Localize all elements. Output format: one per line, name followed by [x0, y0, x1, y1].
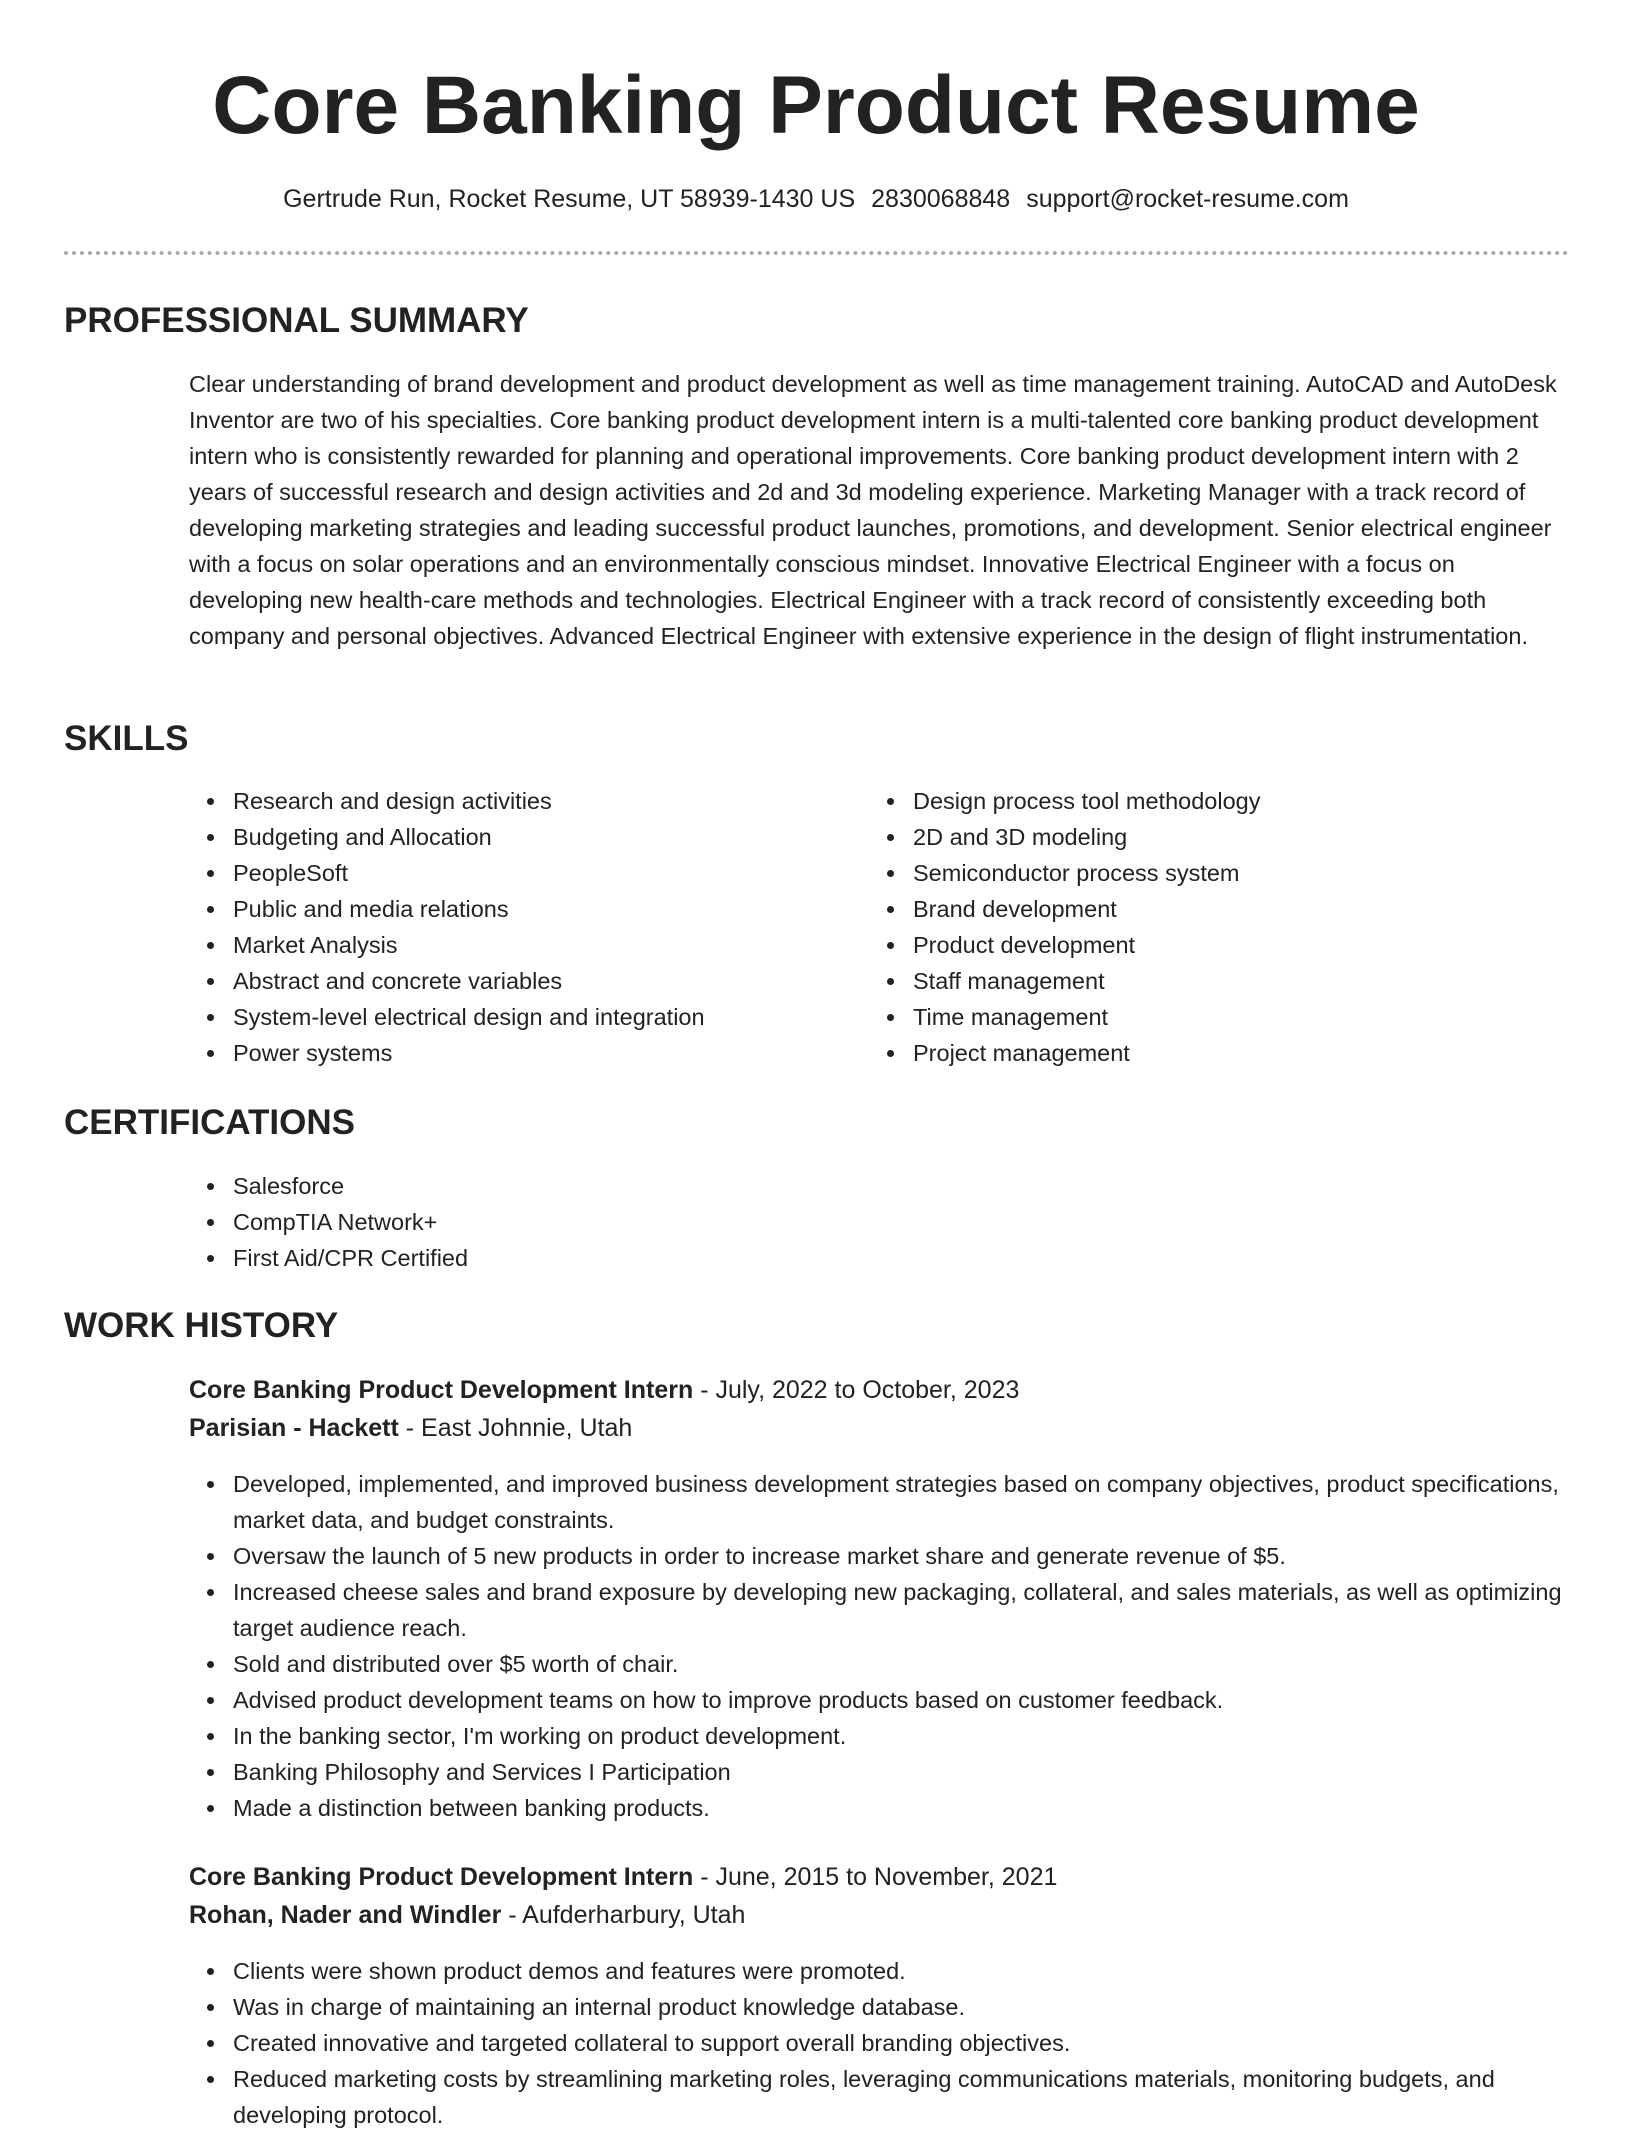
job-company-line — [189, 1409, 1569, 1447]
job-bullets — [189, 1466, 1569, 1826]
skills-list-right — [869, 783, 1569, 1071]
list-item: Power systems — [189, 1035, 829, 1071]
list-item: Product development — [869, 927, 1569, 963]
job-title-line — [189, 1371, 1569, 1409]
certifications-heading: CERTIFICATIONS — [64, 1103, 356, 1142]
list-item: First Aid/CPR Certified — [189, 1240, 468, 1276]
job-bullets — [189, 1953, 1569, 2133]
contact-address: Gertrude Run, Rocket Resume, UT 58939-1430 US — [283, 185, 856, 213]
job-location: - Aufderharbury, Utah — [501, 1901, 746, 1929]
list-item: Created innovative and targeted collateral to support overall branding objectives. — [189, 2025, 1569, 2061]
list-item: Design process tool methodology — [869, 783, 1569, 819]
job-title: Core Banking Product Development Intern — [189, 1863, 694, 1891]
job-location: - East Johnnie, Utah — [398, 1414, 633, 1442]
list-item: Reduced marketing costs by streamlining marketing roles, leveraging communications materials, monitoring budgets, and developing protocol. — [189, 2061, 1569, 2133]
list-item: Clients were shown product demos and features were promoted. — [189, 1953, 1569, 1989]
list-item: Semiconductor process system — [869, 855, 1569, 891]
job-title: Core Banking Product Development Intern — [189, 1376, 694, 1404]
list-item: Banking Philosophy and Services I Participation — [189, 1754, 1569, 1790]
list-item: Project management — [869, 1035, 1569, 1071]
list-item: Salesforce — [189, 1168, 468, 1204]
job-company: Rohan, Nader and Windler — [189, 1901, 502, 1929]
list-item: Research and design activities — [189, 783, 829, 819]
list-item: Staff management — [869, 963, 1569, 999]
list-item: Public and media relations — [189, 891, 829, 927]
summary-text: Clear understanding of brand development and product development as well as time management training. AutoCAD and AutoDesk Inventor are two of his specialties. Core banking product development intern is a multi-talented core banking product development intern who is consistently rewarded for planning and operational improvements. Core banking product development intern with 2 years of successful research and design activities and 2d and 3d modeling experience. Marketing Manager with a track record of developing marketing strategies and leading successful product launches, promotions, and development. Senior electrical engineer with a focus on solar operations and an environmentally conscious mindset. Innovative Electrical Engineer with a focus on developing new health-care methods and technologies. Electrical Engineer with a track record of consistently exceeding both company and personal objectives. Advanced Electrical Engineer with extensive experience in the design of flight instrumentation. — [189, 371, 1557, 649]
list-item: Was in charge of maintaining an internal product knowledge database. — [189, 1989, 1569, 2025]
header-divider — [64, 251, 1569, 255]
list-item: Time management — [869, 999, 1569, 1035]
list-item: Advised product development teams on how to improve products based on customer feedback. — [189, 1682, 1569, 1718]
skills-list-left — [189, 783, 829, 1071]
list-item: Increased cheese sales and brand exposure by developing new packaging, collateral, and sales materials, as well as optimizing target audience reach. — [189, 1574, 1569, 1646]
job-company-line — [189, 1896, 1569, 1934]
list-item: Brand development — [869, 891, 1569, 927]
list-item: Budgeting and Allocation — [189, 819, 829, 855]
list-item: Oversaw the launch of 5 new products in order to increase market share and generate revenue of $5. — [189, 1538, 1569, 1574]
job-dates: - July, 2022 to October, 2023 — [693, 1376, 1020, 1404]
work-history-heading: WORK HISTORY — [64, 1306, 339, 1345]
skills-heading: SKILLS — [64, 719, 189, 758]
list-item: Developed, implemented, and improved business development strategies based on company objectives, product specifications, market data, and budget constraints. — [189, 1466, 1569, 1538]
contact-email[interactable]: support@rocket-resume.com — [1026, 185, 1349, 213]
list-item: Abstract and concrete variables — [189, 963, 829, 999]
certifications-list — [189, 1168, 468, 1276]
contact-phone: 2830068848 — [871, 185, 1011, 213]
list-item: Sold and distributed over $5 worth of chair. — [189, 1646, 1569, 1682]
contact-line — [0, 183, 1632, 215]
list-item: CompTIA Network+ — [189, 1204, 468, 1240]
job-title-line — [189, 1858, 1569, 1896]
job-dates: - June, 2015 to November, 2021 — [693, 1863, 1058, 1891]
list-item: Market Analysis — [189, 927, 829, 963]
job-company: Parisian - Hackett — [189, 1414, 399, 1442]
page-title: Core Banking Product Resume — [212, 60, 1420, 151]
list-item: System-level electrical design and integration — [189, 999, 829, 1035]
summary-heading: PROFESSIONAL SUMMARY — [64, 301, 529, 340]
list-item: Made a distinction between banking products. — [189, 1790, 1569, 1826]
list-item: In the banking sector, I'm working on product development. — [189, 1718, 1569, 1754]
list-item: PeopleSoft — [189, 855, 829, 891]
list-item: 2D and 3D modeling — [869, 819, 1569, 855]
